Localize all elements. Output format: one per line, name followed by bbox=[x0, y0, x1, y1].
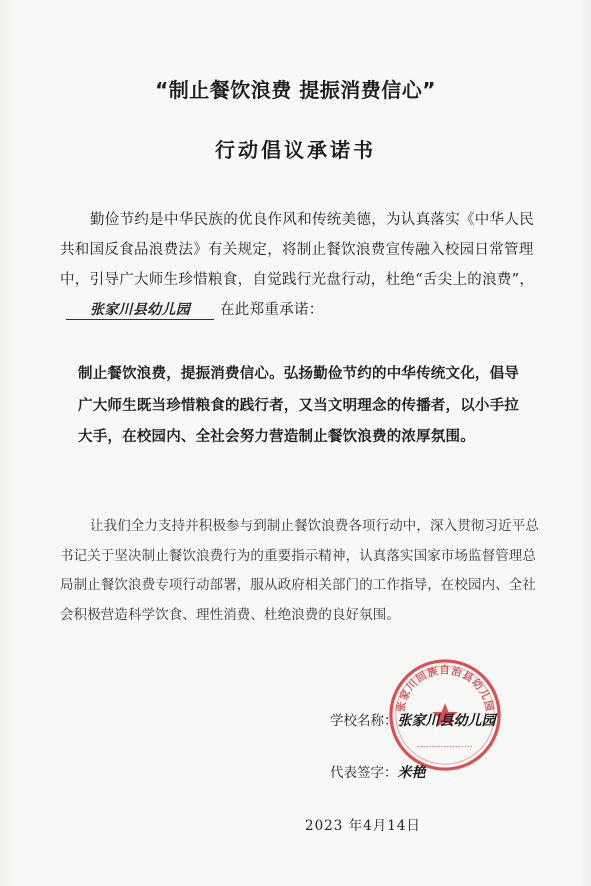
document-date: 2023 年4月14日 bbox=[305, 818, 421, 834]
school-name-blank: 张家川县幼儿园 bbox=[66, 301, 214, 320]
paragraph-intro bbox=[60, 205, 540, 325]
school-name-row bbox=[330, 709, 496, 730]
document-title: “制止餐饮浪费 提振消费信心” bbox=[155, 78, 436, 102]
school-name-label: 学校名称： bbox=[330, 713, 398, 729]
seal-text: 张家川回族自治县幼儿园 bbox=[394, 664, 496, 713]
paragraph-action bbox=[60, 512, 540, 630]
representative-signature: 米艳 bbox=[397, 765, 426, 781]
representative-row bbox=[330, 761, 426, 782]
school-name-value: 张家川县幼儿园 bbox=[397, 713, 496, 729]
paragraph-intro-text: 勤俭节约是中华民族的优良作风和传统美德，为认真落实《中华人民共和国反食品浪费法》有关规定，将制止餐饮浪费宣传融入校园日常管理中，引导广大师生珍惜粮食，自觉践行光盘行动，杜绝“舌尖上的浪费”， bbox=[60, 212, 535, 288]
document-subtitle: 行动倡议承诺书 bbox=[215, 138, 376, 162]
paragraph-action-text: 让我们全力支持并积极参与到制止餐饮浪费各项行动中，深入贯彻习近平总书记关于坚决制止餐饮浪费行为的重要指示精神，认真落实国家市场监督管理总局制止餐饮浪费专项行动部署，服从政府相关部门的工作指导，在校园内、全社会积极营造科学饮食、理性消费、杜绝浪费的良好氛围。 bbox=[60, 518, 539, 623]
representative-label: 代表签字： bbox=[330, 765, 398, 781]
paragraph-commitment: 制止餐饮浪费，提振消费信心。弘扬勤俭节约的中华传统文化，倡导广大师生既当珍惜粮食的践行者，又当文明理念的传播者，以小手拉大手，在校园内、全社会努力营造制止餐饮浪费的浓厚氛围。 bbox=[78, 366, 519, 445]
paragraph-intro-tail: 在此郑重承诺： bbox=[220, 302, 324, 318]
